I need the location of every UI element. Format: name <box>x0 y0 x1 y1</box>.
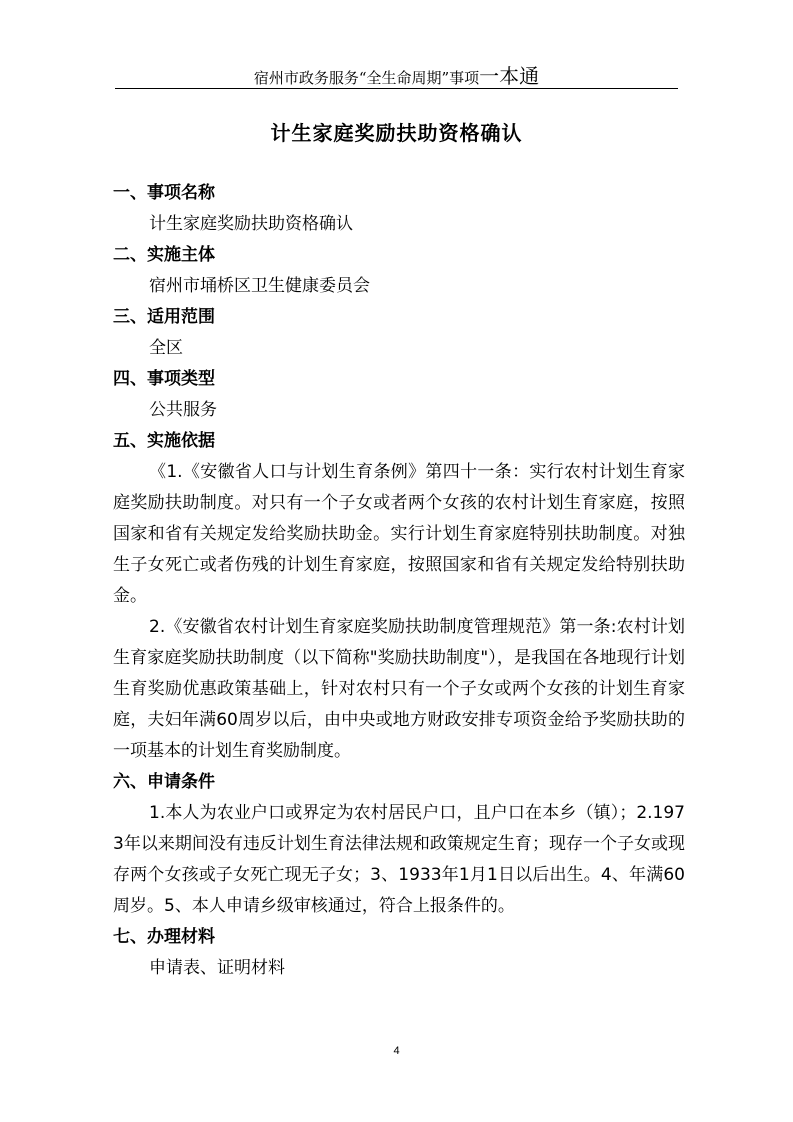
section-heading-name: 一、事项名称 <box>113 183 215 203</box>
section-heading-scope: 三、适用范围 <box>113 307 215 327</box>
section-value-scope: 全区 <box>149 338 183 358</box>
header-prefix: 宿州市政务服务“全生命周期”事项 <box>253 69 480 87</box>
document-body <box>113 178 685 984</box>
header-suffix: 一本通 <box>479 64 540 88</box>
section-value-type: 公共服务 <box>149 400 217 420</box>
page-header <box>0 60 793 89</box>
section-heading-basis: 五、实施依据 <box>113 431 215 451</box>
basis-paragraph-1: 《1.《安徽省人口与计划生育条例》第四十一条：实行农村计划生育家庭奖励扶助制度。对只有一个子女或者两个女孩的农村计划生育家庭，按照国家和省有关规定发给奖励扶助金。实行计划生育家庭特别扶助制度。对独生子女死亡或者伤残的计划生育家庭，按照国家和省有关规定发给特别扶助金。 <box>113 462 685 606</box>
document-title: 计生家庭奖励扶助资格确认 <box>270 121 523 145</box>
section-heading-materials: 七、办理材料 <box>113 927 215 947</box>
section-heading-implementer: 二、实施主体 <box>113 245 215 265</box>
section-value-name: 计生家庭奖励扶助资格确认 <box>149 214 353 234</box>
header-divider <box>115 88 678 89</box>
page-number: 4 <box>393 1045 400 1057</box>
conditions-paragraph: 1.本人为农业户口或界定为农村居民户口，且户口在本乡（镇）；2.1973年以来期间没有违反计划生育法律法规和政策规定生育；现存一个子女或现存两个女孩或子女死亡现无子女；3、1933年1月1日以后出生。4、年满60周岁。5、本人申请乡级审核通过，符合上报条件的。 <box>113 803 685 916</box>
basis-paragraph-2: 2.《安徽省农村计划生育家庭奖励扶助制度管理规范》第一条:农村计划生育家庭奖励扶助制度（以下简称"奖励扶助制度"），是我国在各地现行计划生育奖励优惠政策基础上，针对农村只有一个子女或两个女孩的计划生育家庭，夫妇年满60周岁以后，由中央或地方财政安排专项资金给予奖励扶助的一项基本的计划生育奖励制度。 <box>113 617 685 761</box>
section-value-implementer: 宿州市埇桥区卫生健康委员会 <box>149 276 370 296</box>
section-heading-type: 四、事项类型 <box>113 369 215 389</box>
section-value-materials: 申请表、证明材料 <box>149 958 285 978</box>
section-heading-conditions: 六、申请条件 <box>113 772 215 792</box>
